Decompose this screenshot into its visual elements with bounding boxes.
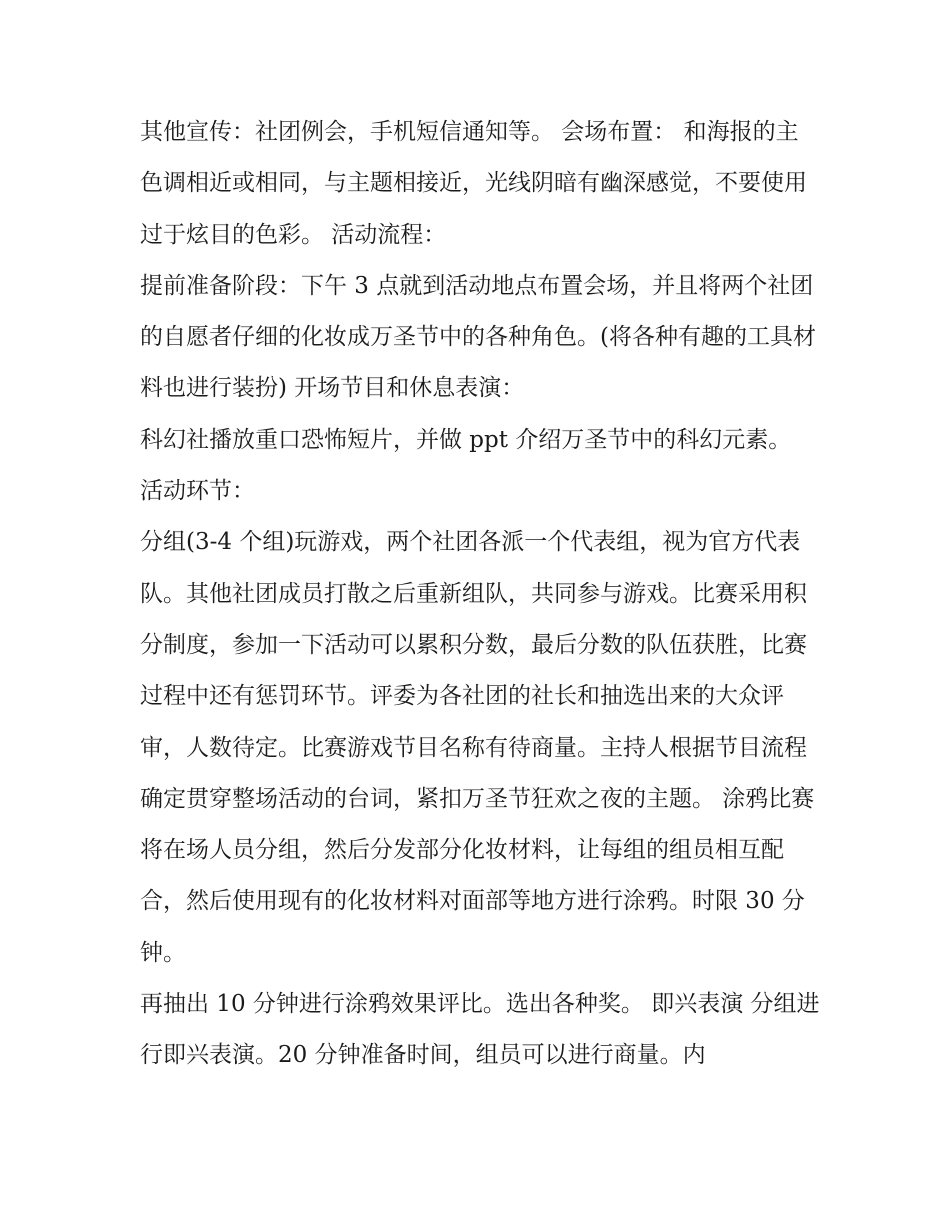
document-body (140, 107, 820, 1082)
paragraph-publicity-venue-flow: 其他宣传：社团例会，手机短信通知等。 会场布置： 和海报的主色调相近或相同，与主题相接近，光线阴暗有幽深感觉，不要使用过于炫目的色彩。 活动流程： (140, 119, 807, 248)
paragraph-graffiti-contest: 将在场人员分组，然后分发部分化妆材料，让每组的组员相互配合，然后使用现有的化妆材料对面部等地方进行涂鸦。时限 30 分钟。 (140, 837, 805, 966)
paragraph-group-games: 分组(3-4 个组)玩游戏，两个社团各派一个代表组，视为官方代表队。其他社团成员打散之后重新组队，共同参与游戏。比赛采用积分制度，参加一下活动可以累积分数，最后分数的队伍获胜，比赛过程中还有惩罚环节。评委为各社团的社长和抽选出来的大众评审，人数待定。比赛游戏节目名称有待商量。主持人根据节目流程确定贯穿整场活动的台词，紧扣万圣节狂欢之夜的主题。 涂鸦比赛 (140, 529, 815, 812)
paragraph-scifi-club: 科幻社播放重口恐怖短片，并做 ppt 介绍万圣节中的科幻元素。 活动环节： (140, 426, 792, 505)
paragraph-preparation-stage: 提前准备阶段：下午 3 点就到活动地点布置会场，并且将两个社团的自愿者仔细的化妆成万圣节中的各种角色。(将各种有趣的工具材料也进行装扮) 开场节目和休息表演： (140, 272, 816, 402)
paragraph-improv-performance: 再抽出 10 分钟进行涂鸦效果评比。选出各种奖。 即兴表演 分组进行即兴表演。20 分钟准备时间，组员可以进行商量。内 (140, 991, 820, 1069)
